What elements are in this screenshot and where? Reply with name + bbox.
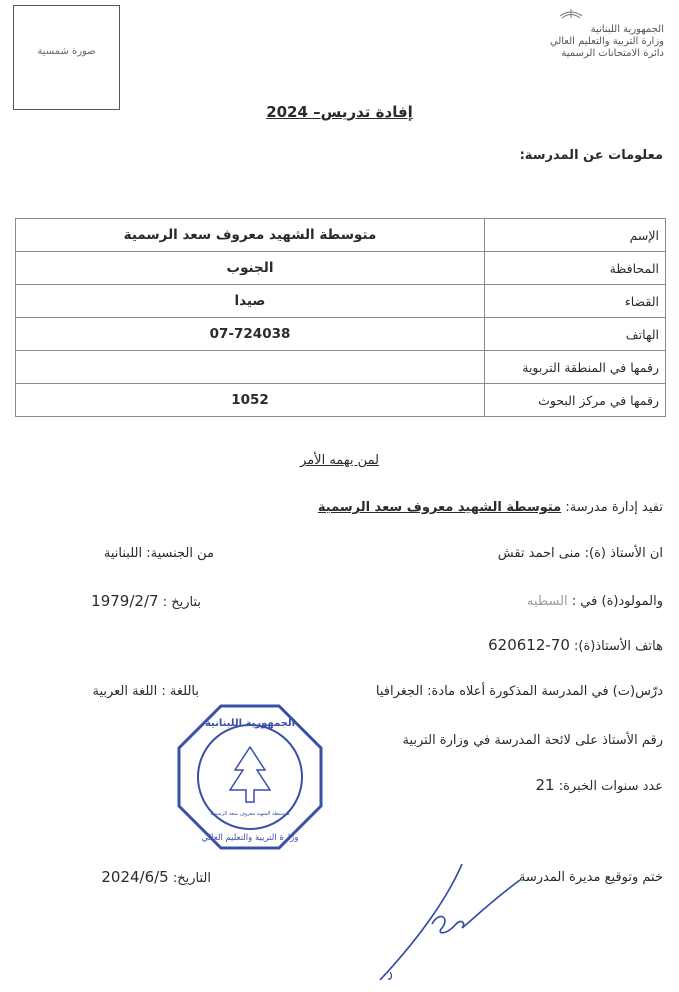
row-value: صيدا xyxy=(16,285,485,318)
table-row xyxy=(16,318,666,351)
date-line xyxy=(101,868,211,886)
ministry-line-2: وزارة التربية والتعليم العالي xyxy=(549,36,664,47)
phone-line xyxy=(488,636,663,654)
document-title: إفادة تدريس– 2024 xyxy=(266,103,413,121)
nationality-label: من الجنسية: xyxy=(146,546,214,561)
to-whom-heading: لمن يهمه الأمر xyxy=(300,453,379,468)
row-label: المحافظة xyxy=(485,252,666,285)
row-value: متوسطة الشهيد معروف سعد الرسمية xyxy=(16,219,485,252)
birth-date-line xyxy=(91,592,201,610)
subject-label: درّس(ت) في المدرسة المذكورة أعلاه مادة: xyxy=(427,684,663,699)
signature-label: ختم وتوقيع مديرة المدرسة xyxy=(518,870,663,885)
row-label: رقمها في مركز البحوث xyxy=(485,384,666,417)
stamp-ministry: وزارة التربية والتعليم العالي xyxy=(201,833,299,843)
teacher-line xyxy=(498,546,663,561)
birth-label: والمولود(ة) في : xyxy=(571,594,663,609)
school-intro-value: متوسطة الشهيد معروف سعد الرسمية xyxy=(317,500,562,515)
date-value: 2024/6/5 xyxy=(101,868,169,886)
row-label: رقمها في المنطقة التربوية xyxy=(485,351,666,384)
teacher-value: منى احمد تقش xyxy=(497,546,581,561)
table-row xyxy=(16,219,666,252)
birth-date-label: بتاريخ : xyxy=(162,595,201,610)
language-line xyxy=(92,684,199,699)
school-info-table xyxy=(15,218,666,417)
row-value: 07-724038 xyxy=(16,318,485,351)
birth-date-value: 1979/2/7 xyxy=(91,592,159,610)
row-label: الهاتف xyxy=(485,318,666,351)
photo-label: صورة شمسية xyxy=(37,46,96,57)
row-value xyxy=(16,351,485,384)
row-label: القضاء xyxy=(485,285,666,318)
nationality-value: اللبنانية xyxy=(103,546,143,561)
school-intro-line xyxy=(318,500,663,515)
table-row xyxy=(16,252,666,285)
school-info-heading: معلومات عن المدرسة: xyxy=(519,148,663,163)
birth-line xyxy=(527,594,663,609)
birth-place: السطيه xyxy=(526,594,568,609)
ministry-line-3: دائرة الامتحانات الرسمية xyxy=(561,48,664,59)
row-value: 1052 xyxy=(16,384,485,417)
experience-line xyxy=(535,776,663,794)
stamp-inner: متوسطة الشهيد معروف سعد الرسمية xyxy=(210,811,290,817)
language-value: اللغة العربية xyxy=(92,684,158,699)
roster-line: رقم الأستاذ على لائحة المدرسة في وزارة التربية xyxy=(402,733,663,748)
experience-value: 21 xyxy=(535,776,555,794)
book-logo-icon xyxy=(558,6,584,20)
experience-label: عدد سنوات الخبرة: xyxy=(558,779,663,794)
photo-box xyxy=(13,5,120,110)
row-value: الجنوب xyxy=(16,252,485,285)
handwritten-signature xyxy=(370,862,530,987)
teacher-label: ان الأستاذ (ة): xyxy=(584,546,663,561)
subject-line xyxy=(376,684,663,699)
school-intro-label: تفيد إدارة مدرسة: xyxy=(565,500,663,515)
stamp-title: الجمهورية اللبنانية xyxy=(204,718,296,729)
nationality-line xyxy=(104,546,214,561)
table-row xyxy=(16,384,666,417)
ministry-header xyxy=(464,24,664,60)
language-label: باللغة : xyxy=(161,684,199,699)
table-row xyxy=(16,285,666,318)
date-label: التاريخ: xyxy=(172,871,211,886)
phone-label: هاتف الأستاذ(ة): xyxy=(574,639,663,654)
subject-value: الجغرافيا xyxy=(375,684,424,699)
phone-value: 70-620612 xyxy=(488,636,570,654)
row-label: الإسم xyxy=(485,219,666,252)
school-stamp-seal xyxy=(175,702,325,852)
ministry-line-1: الجمهورية اللبنانية xyxy=(590,24,664,35)
table-row xyxy=(16,351,666,384)
